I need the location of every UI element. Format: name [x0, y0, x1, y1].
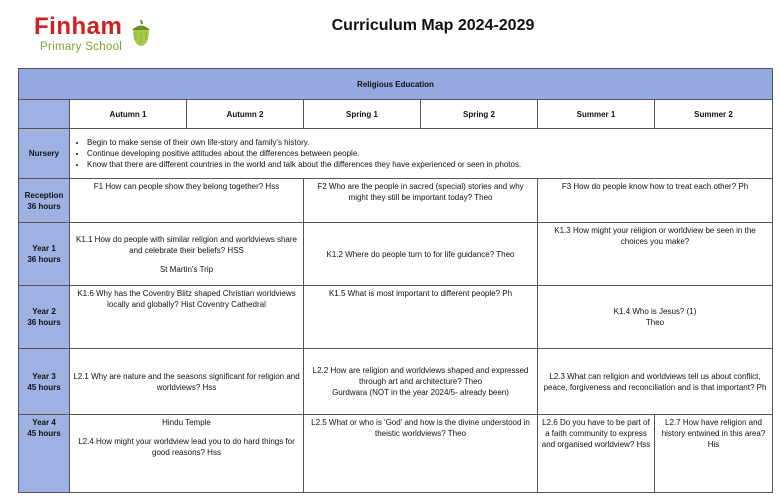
curriculum-table — [18, 68, 773, 493]
term-header: Spring 1 — [304, 100, 421, 129]
subject-header-row — [19, 69, 773, 100]
year4-summer2: L2.7 How have religion and history entwined in this area? His — [655, 415, 773, 493]
year3-summer: L2.3 What can religion and worldviews tell us about conflict, peace, forgiveness and reconciliation and is that important? Ph — [538, 349, 773, 415]
row-label: Nursery — [19, 129, 70, 179]
term-header: Autumn 2 — [187, 100, 304, 129]
term-header: Spring 2 — [421, 100, 538, 129]
year3-autumn: L2.1 Why are nature and the seasons significant for religion and worldviews? Hss — [70, 349, 304, 415]
row-label: Year 1 36 hours — [19, 223, 70, 286]
row-year4 — [19, 415, 773, 493]
row-year2 — [19, 286, 773, 349]
reception-spring: F2 Who are the people in sacred (special) stories and why might they still be important today? Theo — [304, 179, 538, 223]
year2-autumn: K1.6 Why has the Coventry Blitz shaped Christian worldviews locally and globally? Hist Coventry Cathedral — [70, 286, 304, 349]
row-label: Year 3 45 hours — [19, 349, 70, 415]
term-header: Summer 2 — [655, 100, 773, 129]
subject-title: Religious Education — [19, 69, 773, 100]
row-reception — [19, 179, 773, 223]
reception-autumn: F1 How can people show they belong together? Hss — [70, 179, 304, 223]
row-label: Year 2 36 hours — [19, 286, 70, 349]
nursery-list — [73, 137, 769, 170]
reception-summer: F3 How do people know how to treat each other? Ph — [538, 179, 773, 223]
row-nursery — [19, 129, 773, 179]
term-header-row — [19, 100, 773, 129]
row-year3 — [19, 349, 773, 415]
logo-name: Finham — [34, 13, 123, 40]
year4-summer1: L2.6 Do you have to be part of a faith community to express and organised worldview? Hss — [538, 415, 655, 493]
trip-note: St Martin's Trip — [159, 264, 214, 274]
list-item: • Begin to make sense of their own life-story and family's history. — [87, 137, 769, 148]
logo-subtitle: Primary School — [40, 41, 123, 53]
trip-note: Gurdwara (NOT in the year 2024/5- already been) — [332, 388, 509, 397]
year1-autumn: K1.1 How do people with similar religion and worldviews share and celebrate their beliefs? HSS St Martin's Trip — [70, 223, 304, 286]
list-item: • Continue developing positive attitudes about the differences between people. — [87, 148, 769, 159]
page-title: Curriculum Map 2024-2029 — [331, 17, 535, 34]
term-header: Autumn 1 — [70, 100, 187, 129]
year2-spring: K1.5 What is most important to different people? Ph — [304, 286, 538, 349]
corner-cell — [19, 100, 70, 129]
row-year1 — [19, 223, 773, 286]
row-label: Reception 36 hours — [19, 179, 70, 223]
term-header: Summer 1 — [538, 100, 655, 129]
year2-summer: K1.4 Who is Jesus? (1) Theo — [538, 286, 773, 349]
year4-spring: L2.5 What or who is 'God' and how is the divine understood in theistic worldviews? Theo — [304, 415, 538, 493]
list-item: • Know that there are different countries in the world and talk about the differences they have experienced or seen in photos. — [87, 159, 769, 170]
year1-summer: K1.3 How might your religion or worldview be seen in the choices you make? — [538, 223, 773, 286]
row-label: Year 4 45 hours — [19, 415, 70, 493]
year4-autumn: Hindu Temple L2.4 How might your worldview lead you to do hard things for good reasons? Hss — [70, 415, 304, 493]
nursery-content — [70, 129, 773, 179]
year3-spring: L2.2 How are religion and worldviews shaped and expressed through art and architecture? Theo Gurdwara (NOT in the year 2024/5- already been) — [304, 349, 538, 415]
trip-note: Hindu Temple — [162, 418, 211, 427]
year1-spring: K1.2 Where do people turn to for life guidance? Theo — [304, 223, 538, 286]
